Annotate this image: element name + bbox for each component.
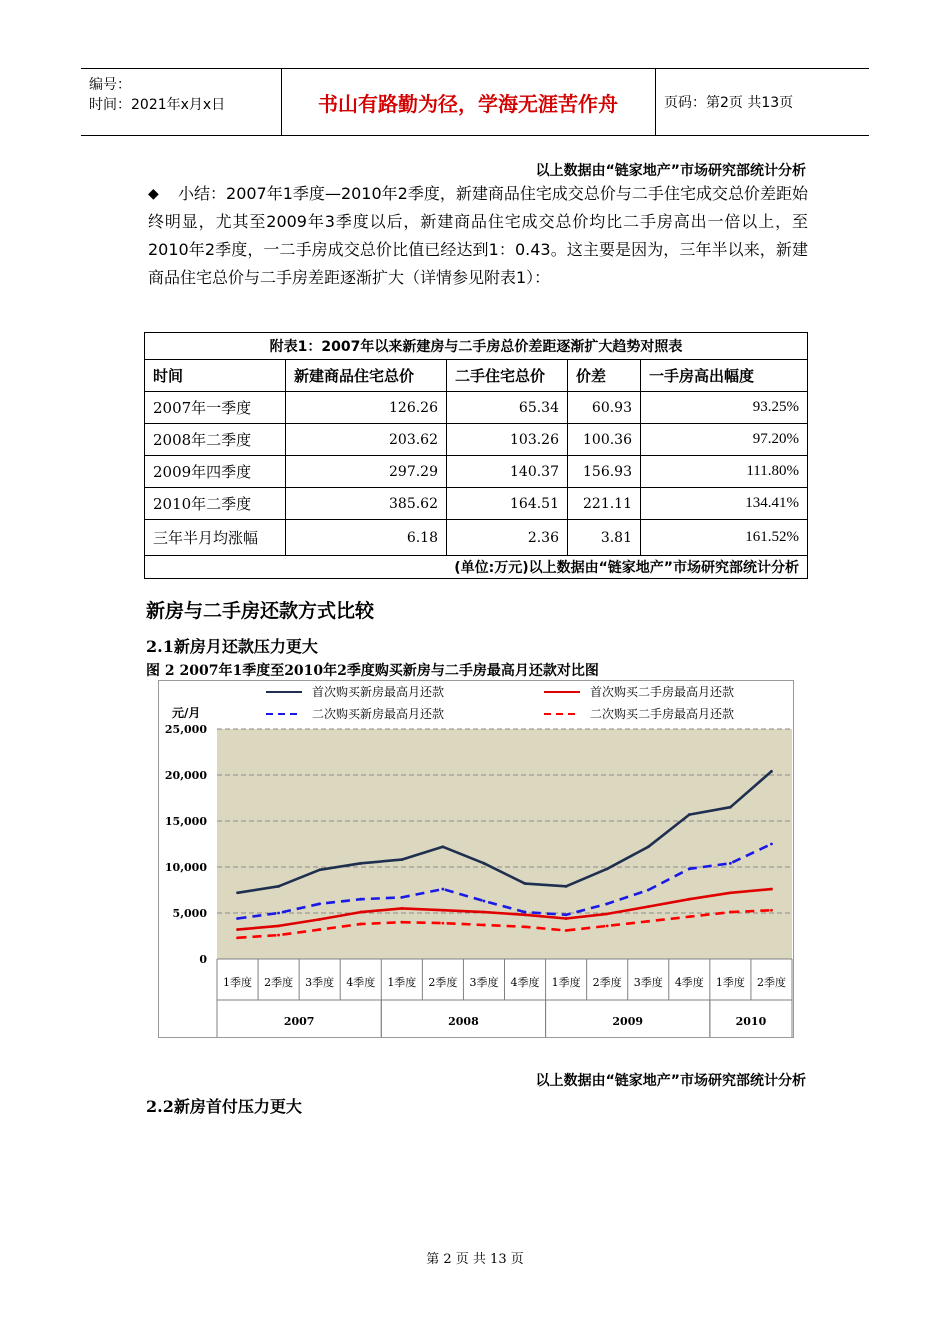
- data-point: [277, 934, 280, 937]
- data-point: [277, 912, 280, 915]
- col-header-time: 时间: [145, 360, 286, 392]
- data-point: [688, 915, 691, 918]
- data-point: [729, 891, 732, 894]
- cell-pct: 161.52%: [641, 520, 808, 556]
- x-tick-label: 1季度: [551, 976, 581, 989]
- table-row: [145, 488, 808, 520]
- data-point: [318, 918, 321, 921]
- data-point: [483, 924, 486, 927]
- table-row: [145, 424, 808, 456]
- data-point: [400, 896, 403, 899]
- legend-label: 首次购买新房最高月还款: [312, 685, 445, 699]
- y-tick-label: 0: [199, 953, 207, 966]
- data-point: [441, 922, 444, 925]
- cell-second: 140.37: [447, 456, 568, 488]
- cell-second: 2.36: [447, 520, 568, 556]
- x-tick-label: 2季度: [756, 976, 786, 989]
- data-point: [647, 889, 650, 892]
- cell-pct: 97.20%: [641, 424, 808, 456]
- plot-area: [217, 729, 792, 959]
- data-point: [359, 923, 362, 926]
- y-tick-label: 5,000: [172, 907, 207, 920]
- cell-diff: 100.36: [568, 424, 641, 456]
- y-tick-label: 15,000: [164, 815, 207, 828]
- data-point: [524, 913, 527, 916]
- repayment-line-chart: [158, 680, 794, 1040]
- data-point: [647, 905, 650, 908]
- cell-time: 2008年二季度: [145, 424, 286, 456]
- year-label: 2007: [283, 1015, 315, 1028]
- data-point: [729, 911, 732, 914]
- cell-new: 385.62: [286, 488, 447, 520]
- header-motto: 书山有路勤为径，学海无涯苦作舟: [318, 91, 618, 116]
- comparison-table: [144, 332, 808, 579]
- cell-time: 2007年一季度: [145, 392, 286, 424]
- x-tick-label: 2季度: [592, 976, 622, 989]
- data-point: [236, 928, 239, 931]
- table-row: [145, 520, 808, 556]
- data-point: [277, 885, 280, 888]
- data-point: [441, 845, 444, 848]
- cell-second: 103.26: [447, 424, 568, 456]
- table-footer-row: [145, 556, 808, 579]
- page-footer: 第 2 页 共 13 页: [426, 1252, 524, 1267]
- data-point: [770, 770, 773, 773]
- year-label: 2010: [735, 1015, 767, 1028]
- table-caption-row: [145, 333, 808, 360]
- x-tick-label: 3季度: [305, 976, 335, 989]
- data-point: [483, 900, 486, 903]
- y-tick-label: 10,000: [164, 861, 207, 874]
- data-point: [318, 928, 321, 931]
- table-footer: (单位:万元)以上数据由“链家地产”市场研究部统计分析: [145, 556, 808, 579]
- cell-pct: 93.25%: [641, 392, 808, 424]
- header-divider: [655, 69, 656, 135]
- data-point: [688, 813, 691, 816]
- data-point: [277, 924, 280, 927]
- y-tick-label: 25,000: [164, 723, 207, 736]
- cell-time: 三年半月均涨幅: [145, 520, 286, 556]
- year-label: 2008: [448, 1015, 479, 1028]
- cell-time: 2010年二季度: [145, 488, 286, 520]
- data-point: [565, 913, 568, 916]
- x-tick-label: 3季度: [469, 976, 499, 989]
- data-point: [441, 888, 444, 891]
- cell-diff: 221.11: [568, 488, 641, 520]
- data-point: [688, 898, 691, 901]
- doc-number-label: 编号：: [89, 77, 131, 93]
- y-tick-label: 20,000: [164, 769, 207, 782]
- legend-label: 二次购买二手房最高月还款: [590, 707, 735, 721]
- section-title: 新房与二手房还款方式比较: [146, 600, 375, 622]
- subsection-title-2-1: 2.1新房月还款压力更大: [146, 637, 318, 656]
- x-tick-label: 1季度: [715, 976, 745, 989]
- col-header-second-price: 二手住宅总价: [447, 360, 568, 392]
- data-point: [565, 885, 568, 888]
- data-point: [400, 921, 403, 924]
- y-axis-label: 元/月: [172, 706, 201, 720]
- data-point: [770, 909, 773, 912]
- figure-caption: 图 2 2007年1季度至2010年2季度购买新房与二手房最高月还款对比图: [146, 663, 599, 679]
- data-point: [524, 882, 527, 885]
- header-page-info: 页码：第2页 共13页: [664, 95, 794, 111]
- year-label: 2009: [612, 1015, 644, 1028]
- legend-label: 二次购买新房最高月还款: [312, 707, 445, 721]
- data-point: [606, 902, 609, 905]
- data-point: [606, 924, 609, 927]
- x-tick-label: 2季度: [428, 976, 458, 989]
- data-point: [400, 907, 403, 910]
- data-point: [483, 862, 486, 865]
- col-header-pct: 一手房高出幅度: [641, 360, 808, 392]
- summary-text: 小结：2007年1季度—2010年2季度，新建商品住宅成交总价与二手住宅成交总价差距始终明显，尤其至2009年3季度以后，新建商品住宅成交总价均比二手房高出一倍以上，至2010年2季度，一二手房成交总价比值已经达到1：0.43。这主要是因为，三年半以来，新建商品住宅总价与二手房差距逐渐扩大（详情参见附表1）：: [148, 184, 808, 287]
- data-point: [359, 911, 362, 914]
- data-point: [565, 917, 568, 920]
- x-tick-label: 1季度: [223, 976, 253, 989]
- cell-diff: 156.93: [568, 456, 641, 488]
- x-tick-label: 4季度: [674, 976, 704, 989]
- cell-new: 297.29: [286, 456, 447, 488]
- data-point: [606, 913, 609, 916]
- data-point: [359, 862, 362, 865]
- table-header-row: [145, 360, 808, 392]
- cell-new: 6.18: [286, 520, 447, 556]
- table-row: [145, 456, 808, 488]
- data-point: [236, 891, 239, 894]
- data-point: [236, 917, 239, 920]
- legend-label: 首次购买二手房最高月还款: [590, 685, 735, 699]
- data-point: [236, 936, 239, 939]
- data-point: [729, 806, 732, 809]
- data-point: [688, 867, 691, 870]
- data-point: [400, 858, 403, 861]
- data-point: [359, 898, 362, 901]
- summary-paragraph: [148, 180, 808, 292]
- data-point: [647, 920, 650, 923]
- x-tick-label: 1季度: [387, 976, 417, 989]
- cell-pct: 111.80%: [641, 456, 808, 488]
- x-tick-label: 3季度: [633, 976, 663, 989]
- source-note: 以上数据由“链家地产”市场研究部统计分析: [535, 1073, 806, 1089]
- cell-second: 65.34: [447, 392, 568, 424]
- cell-new: 203.62: [286, 424, 447, 456]
- data-point: [524, 925, 527, 928]
- page-header: [81, 68, 869, 136]
- data-point: [606, 867, 609, 870]
- data-point: [770, 888, 773, 891]
- cell-second: 164.51: [447, 488, 568, 520]
- subsection-title-2-2: 2.2新房首付压力更大: [146, 1097, 302, 1116]
- cell-new: 126.26: [286, 392, 447, 424]
- data-point: [565, 929, 568, 932]
- cell-diff: 60.93: [568, 392, 641, 424]
- x-tick-label: 4季度: [346, 976, 376, 989]
- cell-diff: 3.81: [568, 520, 641, 556]
- data-point: [441, 909, 444, 912]
- diamond-bullet-icon: ◆: [148, 186, 159, 202]
- doc-time-label: 时间：2021年x月x日: [89, 97, 226, 113]
- data-point: [524, 911, 527, 914]
- x-tick-label: 4季度: [510, 976, 540, 989]
- header-meta: [89, 75, 225, 115]
- data-point: [318, 902, 321, 905]
- table-caption: 附表1：2007年以来新建房与二手房总价差距逐渐扩大趋势对照表: [145, 333, 808, 360]
- data-point: [318, 868, 321, 871]
- data-point: [770, 843, 773, 846]
- data-point: [647, 845, 650, 848]
- cell-time: 2009年四季度: [145, 456, 286, 488]
- col-header-new-price: 新建商品住宅总价: [286, 360, 447, 392]
- source-note: 以上数据由“链家地产”市场研究部统计分析: [535, 163, 806, 179]
- table-row: [145, 392, 808, 424]
- col-header-diff: 价差: [568, 360, 641, 392]
- data-point: [483, 911, 486, 914]
- x-tick-label: 2季度: [264, 976, 294, 989]
- cell-pct: 134.41%: [641, 488, 808, 520]
- data-point: [729, 862, 732, 865]
